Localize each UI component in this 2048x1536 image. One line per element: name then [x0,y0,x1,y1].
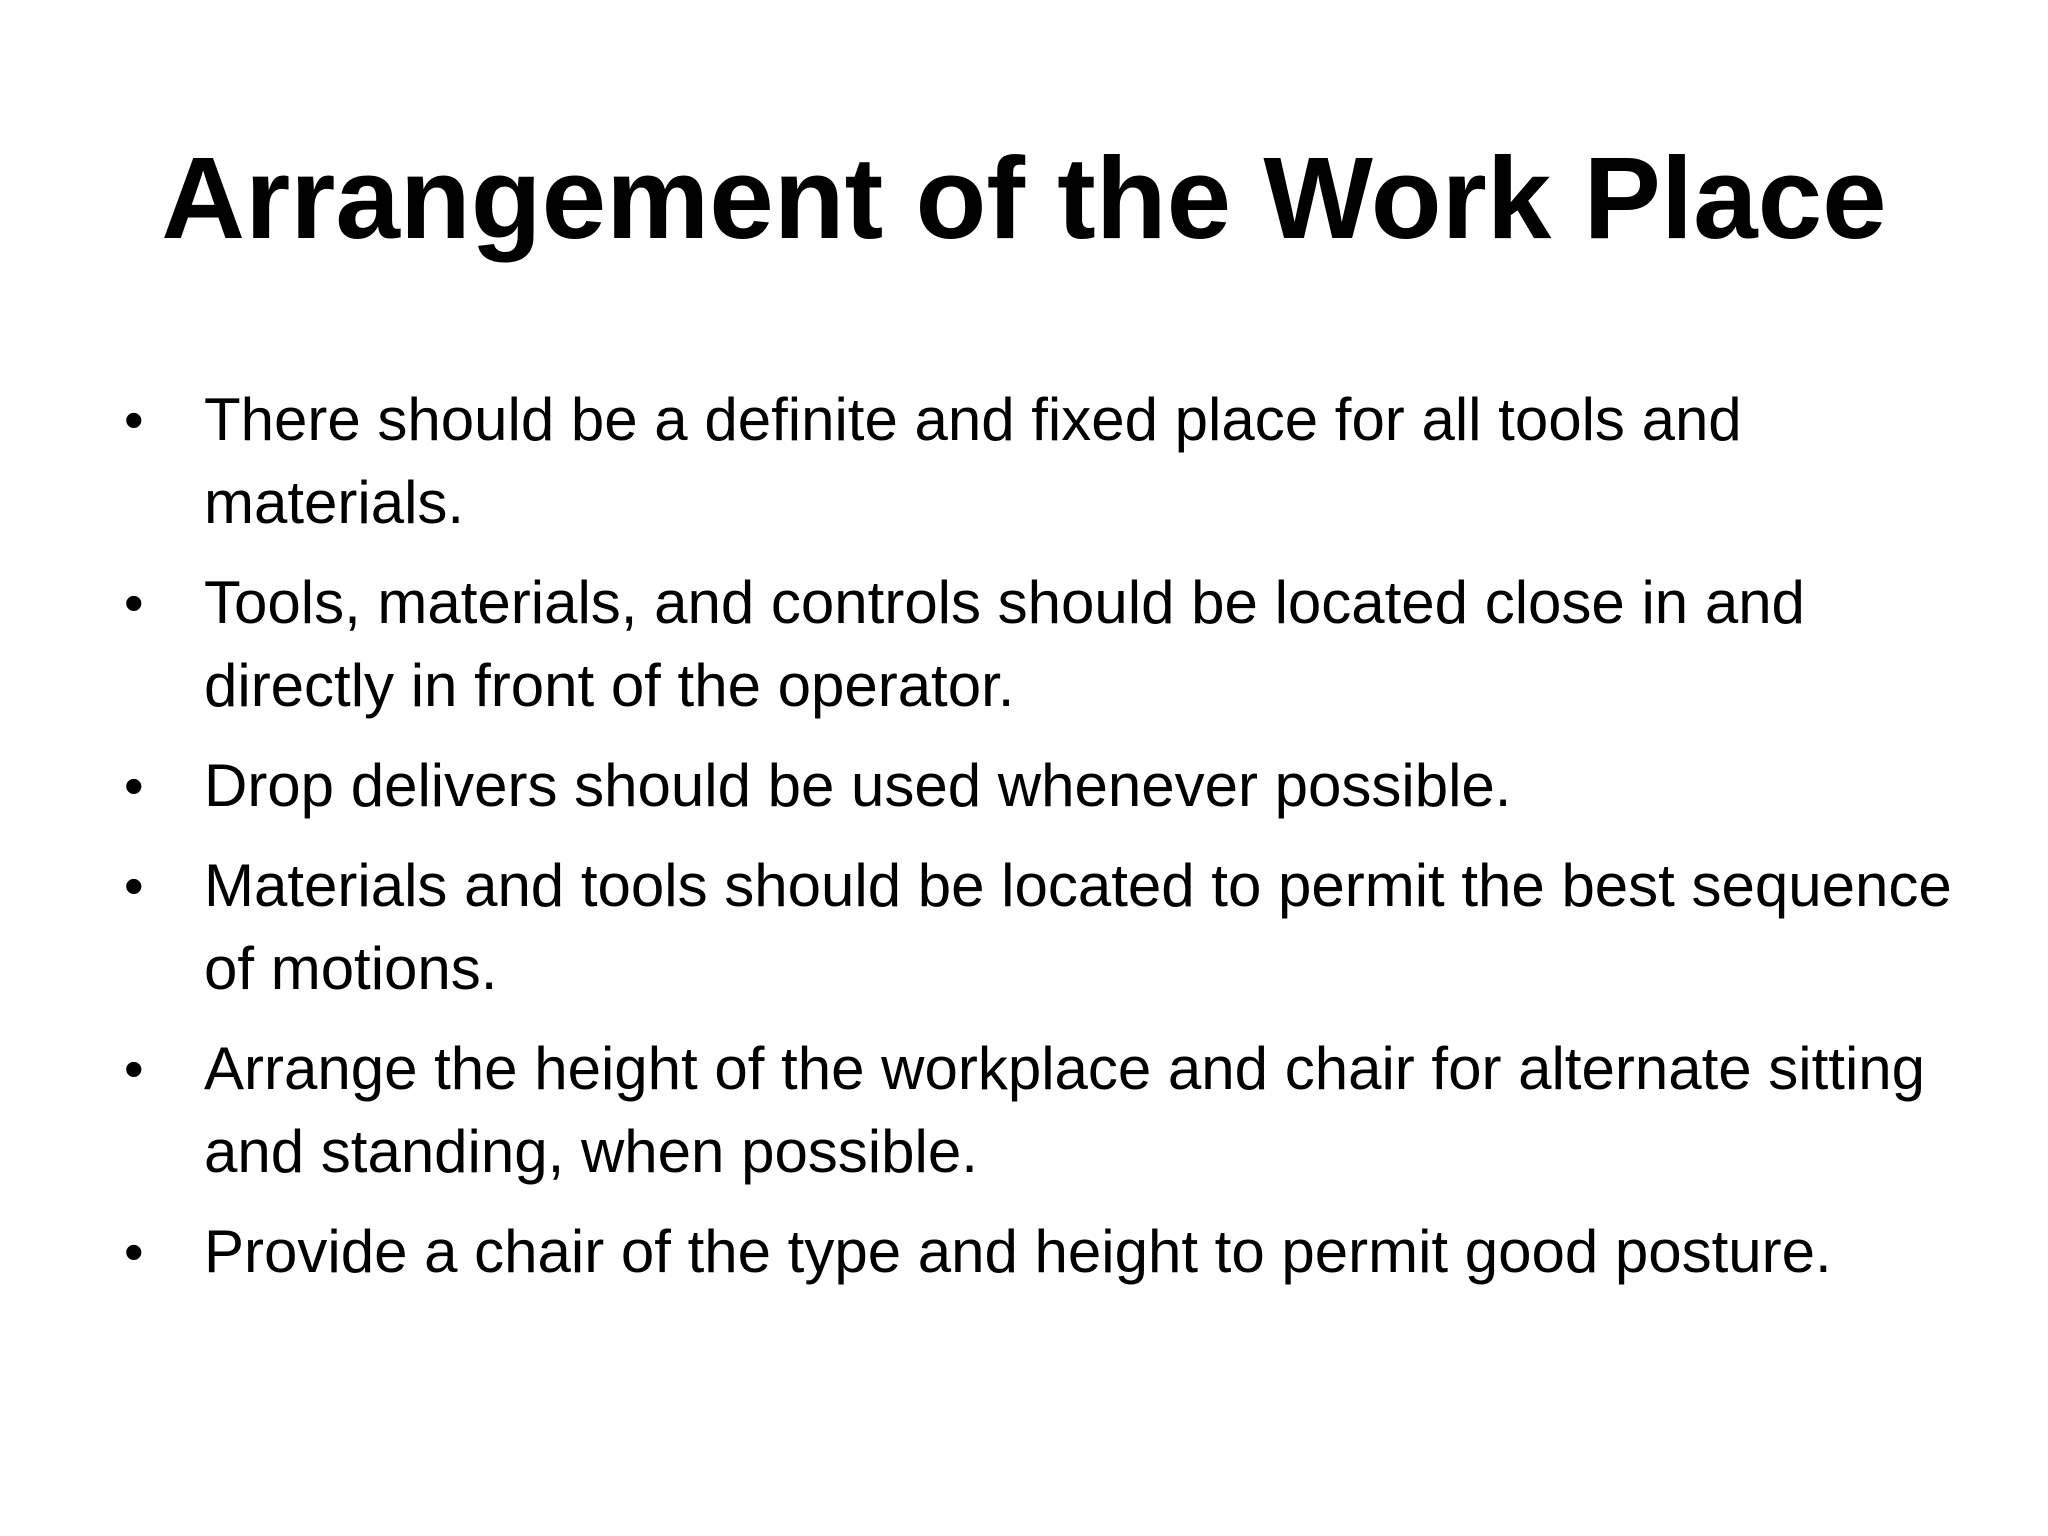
bullet-dot-icon: • [124,571,144,634]
bullet-dot-icon: • [124,388,144,451]
bullet-item-5 [120,1027,2000,1193]
bullet-item-6 [120,1210,2000,1293]
slide-title: Arrangement of the Work Place [161,133,1887,263]
bullet-dot-icon: • [124,854,144,917]
bullet-text: Tools, materials, and controls should be located close in and directly in front of the operator. [204,569,1805,719]
bullet-item-1 [120,378,2000,544]
bullet-dot-icon: • [124,1220,144,1283]
bullet-text: Drop delivers should be used whenever possible. [204,752,1512,819]
bullet-text: There should be a definite and fixed place for all tools and materials. [204,386,1742,536]
bullet-item-4 [120,844,2000,1010]
bullet-item-2 [120,561,2000,727]
bullet-list [120,378,2000,1310]
bullet-text: Arrange the height of the workplace and chair for alternate sitting and standing, when possible. [204,1035,1926,1185]
bullet-dot-icon: • [124,754,144,817]
bullet-text: Materials and tools should be located to permit the best sequence of motions. [204,852,1952,1002]
bullet-item-3 [120,744,2000,827]
bullet-text: Provide a chair of the type and height to permit good posture. [204,1218,1832,1285]
bullet-dot-icon: • [124,1037,144,1100]
